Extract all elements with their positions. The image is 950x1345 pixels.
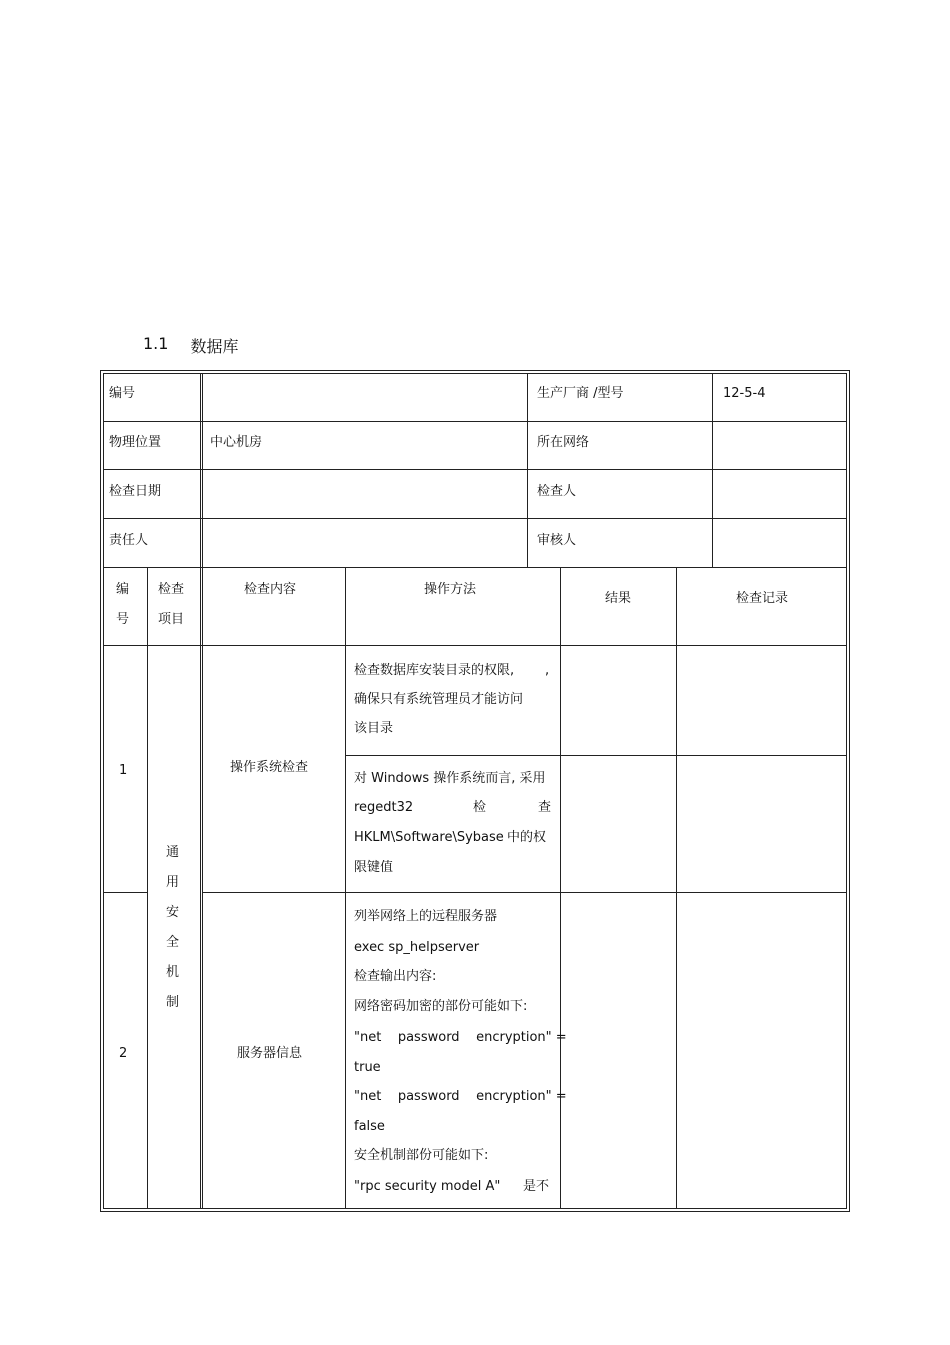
row-1-method-b-line3a: HKLM\Software\Sybase (354, 830, 504, 845)
row-2-method-line: 检查输出内容: (354, 969, 437, 984)
category-char: 机 (166, 965, 180, 980)
row-1-method-b-line2c: 查 (538, 800, 552, 815)
row-1-method-a-line: 确保只有系统管理员才能访问 (354, 692, 524, 707)
table-border-left-inner (103, 373, 104, 1209)
row-2-method-line: 网络密码加密的部份可能如下: (354, 999, 528, 1014)
grid-line (200, 373, 201, 567)
row-1-method-a-line: 该目录 (354, 721, 394, 736)
grid-line (527, 373, 528, 567)
category-char: 安 (166, 905, 180, 920)
col-result: 结果 (605, 591, 632, 606)
row-2-method-line: "net password encryption" = (354, 1089, 567, 1104)
section-heading (143, 334, 238, 357)
row-2-method-line: 列举网络上的远程服务器 (354, 909, 498, 924)
row-1-method-a-comma: , (545, 663, 550, 678)
row-2-method-line: false (354, 1119, 385, 1134)
table-border-top-inner (103, 373, 847, 374)
grid-line (676, 567, 677, 1208)
table-border-left (100, 370, 101, 1212)
row-1-method-b-line2a: regedt32 (354, 800, 414, 815)
grid-line (103, 645, 847, 646)
row-2-method-line: "net password encryption" = (354, 1030, 567, 1045)
table-border-top (100, 370, 850, 371)
row-2-method-last-b: 是不 (523, 1179, 550, 1194)
col-content: 检查内容 (244, 582, 297, 597)
section-number: 1.1 (143, 334, 169, 353)
row-1-method-b-line2b: 检 (473, 800, 487, 815)
date-label: 检查日期 (109, 484, 162, 499)
grid-line (202, 892, 847, 893)
category-char: 全 (166, 935, 180, 950)
owner-label: 责任人 (109, 533, 149, 548)
table-border-bottom-inner (103, 1208, 847, 1209)
col-no-line1: 编 (116, 582, 130, 597)
serial-label: 编号 (109, 386, 136, 401)
row-2-no: 2 (119, 1046, 128, 1061)
row-2-method-line: true (354, 1060, 381, 1075)
grid-line (202, 567, 203, 1208)
vendor-label: 生产厂商 /型号 (537, 386, 624, 401)
grid-line (345, 755, 847, 756)
grid-line (103, 518, 847, 519)
col-item-line2: 项目 (158, 612, 185, 627)
location-label: 物理位置 (109, 435, 162, 450)
grid-line (560, 567, 561, 1208)
row-2-method-line: 安全机制部份可能如下: (354, 1148, 489, 1163)
vendor-value: 12-5-4 (723, 386, 766, 401)
category-char: 制 (166, 995, 180, 1010)
grid-line (200, 567, 201, 1208)
row-2-content: 服务器信息 (237, 1046, 303, 1061)
row-1-method-b-line3b: 中的权 (507, 830, 547, 845)
grid-line (147, 567, 148, 1208)
row-1-method-b-line4: 限键值 (354, 860, 394, 875)
row-1-no: 1 (119, 763, 128, 778)
network-label: 所在网络 (537, 435, 590, 450)
row-1-method-a-line: 检查数据库安装目录的权限, (354, 663, 515, 678)
category-char: 用 (166, 875, 180, 890)
grid-line (712, 373, 713, 567)
table-border-bottom (100, 1211, 850, 1212)
category-char: 通 (166, 845, 180, 860)
row-2-method-last-a: "rpc security model A" (354, 1179, 501, 1194)
grid-line (103, 567, 847, 568)
row-1-content: 操作系统检查 (230, 760, 309, 775)
grid-line (345, 567, 346, 1208)
row-2-method-line: exec sp_helpserver (354, 940, 480, 955)
col-method: 操作方法 (424, 582, 477, 597)
section-title: 数据库 (190, 337, 239, 356)
inspector-label: 检查人 (537, 484, 577, 499)
grid-line (202, 373, 203, 567)
row-1-method-b-line1: 对 Windows 操作系统而言, 采用 (354, 771, 546, 786)
reviewer-label: 审核人 (537, 533, 577, 548)
grid-line (103, 421, 847, 422)
table-border-right (849, 370, 850, 1212)
grid-line (103, 469, 847, 470)
table-border-right-inner (846, 373, 847, 1209)
location-value: 中心机房 (210, 435, 263, 450)
grid-line (103, 892, 147, 893)
col-item-line1: 检查 (158, 582, 185, 597)
col-no-line2: 号 (116, 612, 130, 627)
col-record: 检查记录 (736, 591, 789, 606)
